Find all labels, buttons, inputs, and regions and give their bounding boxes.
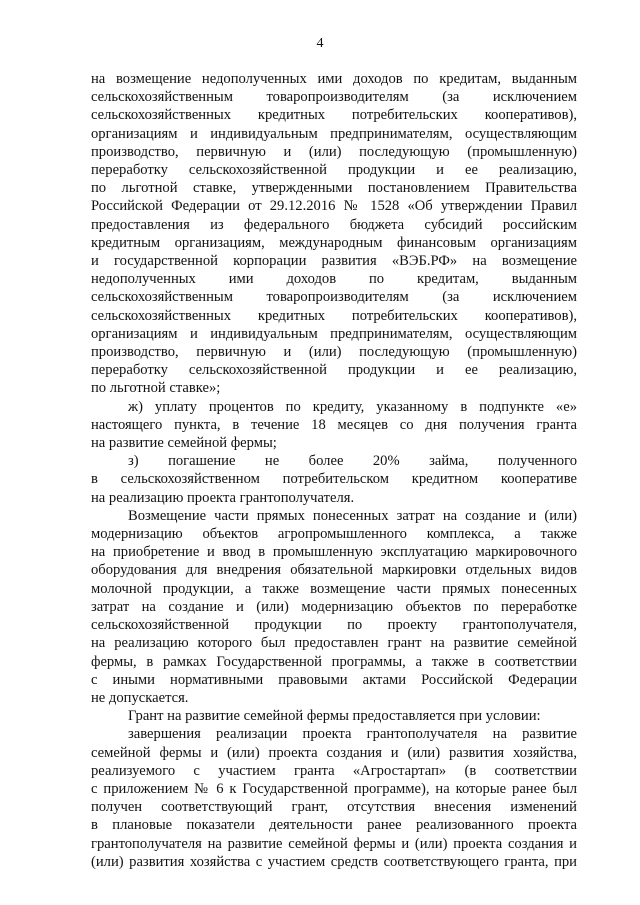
- text-line: получен соответствующий грант, отсутствия внесения изменений: [91, 799, 577, 816]
- text-line: грантополучателя на развитие семейной фермы и (или) проекта создания и: [91, 835, 577, 852]
- text-line: и государственной корпорации развития «ВЭБ.РФ» на возмещение: [91, 253, 577, 270]
- text-line: Российской Федерации от 29.12.2016 № 1528 «Об утверждении Правил: [91, 198, 577, 215]
- text-line: организациям и индивидуальным предпринимателям, осуществляющим: [91, 125, 577, 142]
- text-line: Возмещение части прямых понесенных затрат на создание и (или): [128, 507, 577, 524]
- text-line: в сельскохозяйственном потребительском кредитном кооперативе: [91, 471, 577, 488]
- text-line: сельскохозяйственным товаропроизводителям (за исключением: [91, 89, 577, 106]
- text-line: сельскохозяйственных кредитных потребительских кооперативов),: [91, 307, 577, 324]
- text-line: на развитие семейной фермы;: [91, 435, 277, 452]
- text-line: производство, первичную и (или) последующую (промышленную): [91, 344, 577, 361]
- text-line: сельскохозяйственной продукции по проекту грантополучателя,: [91, 617, 577, 634]
- text-line: недополученных ими доходов по кредитам, выданным: [91, 271, 577, 288]
- text-line: модернизацию объектов агропромышленного комплекса, а также: [91, 526, 577, 543]
- text-line: на реализацию проекта грантополучателя.: [91, 489, 355, 506]
- text-line: з) погашение не более 20% займа, полученного: [128, 453, 577, 470]
- text-line: производство, первичную и (или) последующую (промышленную): [91, 143, 577, 160]
- text-line: с иными нормативными правовыми актами Российской Федерации: [91, 671, 577, 688]
- text-line: сельскохозяйственным товаропроизводителям (за исключением: [91, 289, 577, 306]
- text-line: ж) уплату процентов по кредиту, указанному в подпункте «е»: [128, 398, 577, 415]
- text-line: завершения реализации проекта грантополучателя на развитие: [128, 726, 577, 743]
- text-line: по льготной ставке»;: [91, 380, 221, 397]
- text-line: в плановые показатели деятельности ранее реализованного проекта: [91, 817, 577, 834]
- text-line: переработку сельскохозяйственной продукции и ее реализацию,: [91, 362, 577, 379]
- text-line: на реализацию которого был предоставлен грант на развитие семейной: [91, 635, 577, 652]
- page-number: 4: [316, 36, 324, 51]
- text-line: переработку сельскохозяйственной продукции и ее реализацию,: [91, 162, 577, 179]
- text-line: организациям и индивидуальным предпринимателям, осуществляющим: [91, 325, 577, 342]
- document-body: [91, 70, 577, 871]
- text-line: семейной фермы и (или) проекта создания и (или) развития хозяйства,: [91, 744, 577, 761]
- text-line: по льготной ставке, утвержденными постановлением Правительства: [91, 180, 577, 197]
- text-line: (или) развития хозяйства с участием средств соответствующего гранта, при: [91, 853, 577, 870]
- text-line: не допускается.: [91, 689, 189, 706]
- text-line: фермы, в рамках Государственной программы, а также в соответствии: [91, 653, 577, 670]
- text-line: Грант на развитие семейной фермы предоставляется при условии:: [128, 708, 541, 725]
- text-line: настоящего пункта, в течение 18 месяцев со дня получения гранта: [91, 416, 577, 433]
- text-line: сельскохозяйственных кредитных потребительских кооперативов),: [91, 107, 577, 124]
- text-line: с приложением № 6 к Государственной программе), на которые ранее был: [91, 780, 577, 797]
- text-line: оборудования для внедрения обязательной маркировки отдельных видов: [91, 562, 577, 579]
- text-line: молочной продукции, а также возмещение части прямых понесенных: [91, 580, 577, 597]
- text-line: предоставления из федерального бюджета субсидий российским: [91, 216, 577, 233]
- text-line: реализуемого с участием гранта «Агростартап» (в соответствии: [91, 762, 577, 779]
- text-line: на возмещение недополученных ими доходов по кредитам, выданным: [91, 71, 577, 87]
- text-line: на приобретение и ввод в промышленную эксплуатацию маркировочного: [91, 544, 577, 561]
- text-line: кредитным организациям, международным финансовым организациям: [91, 234, 577, 251]
- text-line: затрат на создание и (или) модернизацию объектов по переработке: [91, 598, 577, 615]
